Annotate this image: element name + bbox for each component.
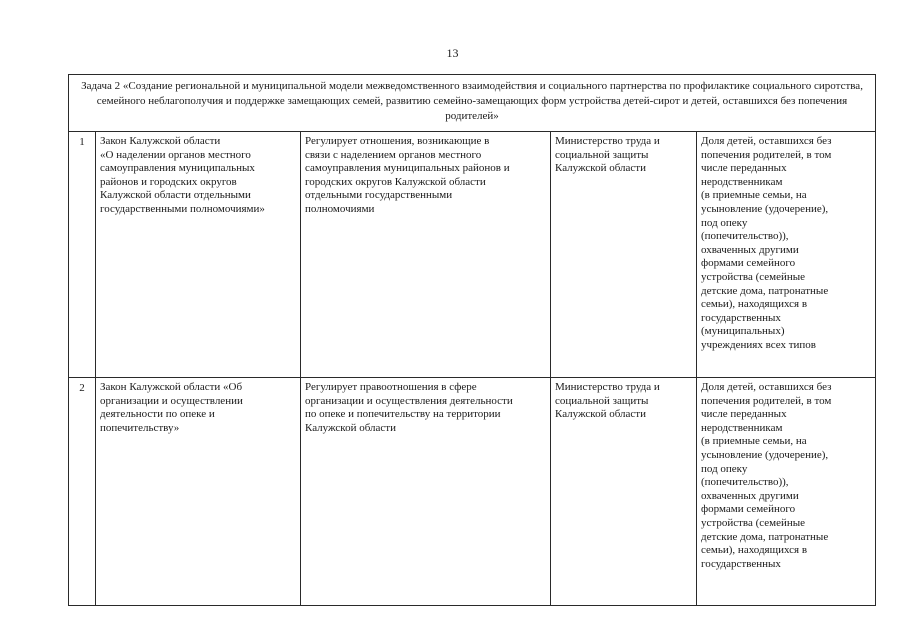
row-number: 2 [69,378,96,606]
legal-acts-table [68,74,876,606]
regulation-subject-cell: Регулирует правоотношения в сфере организации и осуществления деятельности по опеке и попечительству на территории Калужской области [301,378,551,606]
row-number: 1 [69,132,96,378]
responsible-executor-cell: Министерство труда и социальной защиты Калужской области [551,378,697,606]
target-indicator-cell: Доля детей, оставшихся без попечения родителей, в том числе переданных неродственникам (в приемные семьи, на усыновление (удочерение), под опеку (попечительство)), охваченных другими формами семейного устройства (семейные детские дома, патронатные семьи), находящихся в государственных [697,378,876,606]
table-row [69,378,876,606]
task-header-row [69,75,876,132]
page-number: 13 [446,46,459,60]
legal-act-cell: Закон Калужской области «Об организации и осуществлении деятельности по опеке и попечительству» [96,378,301,606]
target-indicator-cell: Доля детей, оставшихся без попечения родителей, в том числе переданных неродственникам (в приемные семьи, на усыновление (удочерение), под опеку (попечительство)), охваченных другими формами семейного устройства (семейные детские дома, патронатные семьи), находящихся в государственных (муниципальных) учреждениях всех типов [697,132,876,378]
table-row [69,132,876,378]
responsible-executor-cell: Министерство труда и социальной защиты Калужской области [551,132,697,378]
regulation-subject-cell: Регулирует отношения, возникающие в связи с наделением органов местного самоуправления муниципальных районов и городских округов Калужской области отдельными государственными полномочиями [301,132,551,378]
legal-act-cell: Закон Калужской области «О наделении органов местного самоуправления муниципальных районов и городских округов Калужской области отдельными государственными полномочиями» [96,132,301,378]
task-heading: Задача 2 «Создание региональной и муниципальной модели межведомственного взаимодействия и социального партнерства по профилактике социального сиротства, семейного неблагополучия и поддержке замещающих семей, развитию семейно-замещающих форм устройства детей-сирот и детей, оставшихся без попечения родителей» [69,75,876,132]
